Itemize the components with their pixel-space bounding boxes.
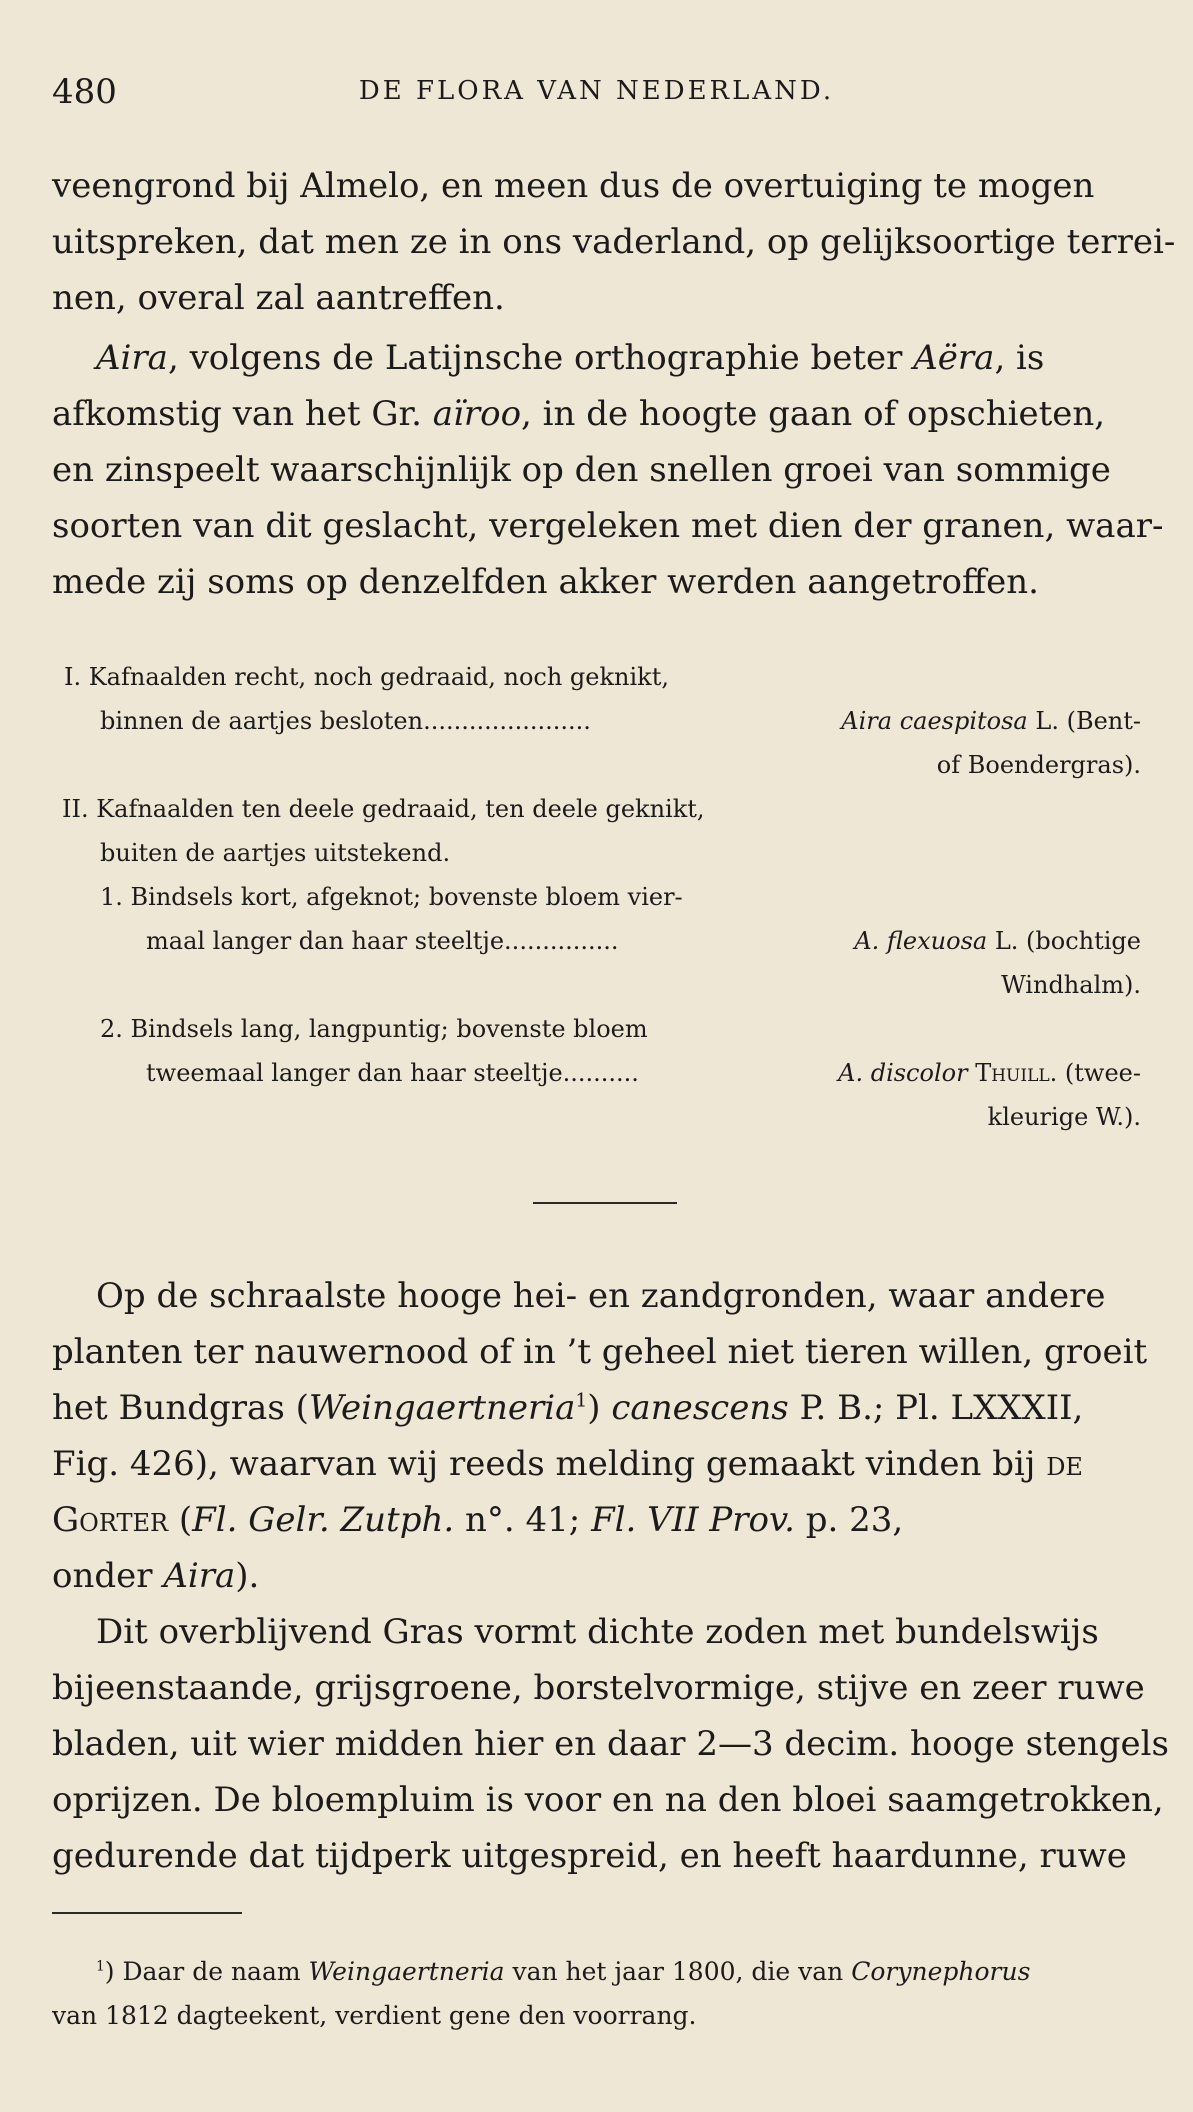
- text-line: gedurende dat tijdperk uitgespreid, en heeft haardunne, ruwe: [52, 1836, 1127, 1876]
- key-line: [52, 1007, 1141, 1051]
- text-line: nen, overal zal aantreffen.: [52, 278, 505, 318]
- author: Thuill.: [975, 1059, 1058, 1087]
- text-line: uitspreken, dat men ze in ons vaderland, op gelijksoortige terrei-: [52, 222, 1176, 262]
- footnote-rule: [52, 1912, 242, 1914]
- species-name: A. discolor: [838, 1059, 968, 1087]
- text-run: het Bundgras (: [52, 1388, 309, 1428]
- author-name: de: [1046, 1444, 1083, 1484]
- genus-name: Weingaertneria: [308, 1957, 505, 1986]
- paragraph-3: [52, 1268, 1148, 1604]
- text-line: [52, 386, 1141, 442]
- footnote-line: [52, 1950, 1141, 1994]
- text-line: Dit overblijvend Gras vormt dichte zoden met bundelswijs: [96, 1612, 1099, 1652]
- text-run: , volgens de Latijnsche orthographie beter: [167, 338, 914, 378]
- common-name: of Boendergras).: [936, 751, 1141, 779]
- text-line: planten ter nauwernood of in ’t geheel niet tieren willen, groeit: [52, 1332, 1148, 1372]
- species-name: canescens: [611, 1388, 789, 1428]
- text-line: en zinspeelt waarschijnlijk op den snellen groei van sommige: [52, 450, 1111, 490]
- reference-title: Fl. Gelr. Zutph.: [192, 1500, 455, 1540]
- key-line: [52, 919, 1141, 963]
- running-title: DE FLORA VAN NEDERLAND.: [358, 76, 835, 106]
- key-line: [52, 831, 1141, 875]
- key-result: [838, 1051, 1141, 1095]
- text-run: , in de hoogte gaan of opschieten,: [521, 394, 1106, 434]
- key-result: [854, 919, 1141, 963]
- text-run: ) Daar de naam: [104, 1957, 309, 1986]
- text-run: Fig. 426), waarvan wij reeds melding gemaakt vinden bij: [52, 1444, 1047, 1484]
- footnote-line: van 1812 dagteekent, verdient gene den voorrang.: [52, 2001, 697, 2030]
- author-name: Gorter: [52, 1500, 169, 1540]
- text-line: soorten van dit geslacht, vergeleken met dien der granen, waar-: [52, 506, 1164, 546]
- key-result: [841, 699, 1141, 743]
- text-run: afkomstig van het Gr.: [52, 394, 433, 434]
- footnote-marker: 1: [575, 1390, 588, 1412]
- paragraph-2: [52, 330, 1164, 610]
- text-run: P. B.; Pl. LXXXII,: [788, 1388, 1084, 1428]
- text-line: bijeenstaande, grijsgroene, borstelvormige, stijve en zeer ruwe: [52, 1668, 1145, 1708]
- paragraph-1: [52, 158, 1176, 326]
- key-line: [52, 699, 1141, 743]
- text-run: p. 23,: [794, 1500, 904, 1540]
- key-text: 1. Bindsels kort, afgeknot; bovenste bloem vier-: [100, 883, 683, 911]
- text-run: ).: [235, 1556, 260, 1596]
- greek-word: aïroo: [432, 394, 522, 434]
- page-number: 480: [52, 72, 117, 112]
- key-text: I. Kafnaalden recht, noch gedraaid, noch geknikt,: [64, 663, 669, 691]
- text-run: onder: [52, 1556, 164, 1596]
- key-text: buiten de aartjes uitstekend.: [100, 839, 451, 867]
- section-divider: [533, 1202, 677, 1204]
- genus-name: Aira: [163, 1556, 236, 1596]
- key-text: tweemaal langer dan haar steeltje..........: [146, 1059, 639, 1087]
- reference-title: Fl. VII Prov.: [591, 1500, 795, 1540]
- key-line: [52, 875, 1141, 919]
- text-line: Op de schraalste hooge hei- en zandgronden, waar andere: [96, 1276, 1106, 1316]
- genus-name: Corynephorus: [851, 1957, 1031, 1986]
- key-text: 2. Bindsels lang, langpuntig; bovenste bloem: [100, 1015, 648, 1043]
- text-run: van het jaar 1800, die van: [504, 1957, 852, 1986]
- common-name: kleurige W.).: [987, 1103, 1141, 1131]
- key-line: [52, 963, 1141, 1007]
- author: (twee-: [1064, 1059, 1141, 1087]
- common-name: Windhalm).: [1001, 971, 1141, 999]
- author: L. (Bent-: [1035, 707, 1141, 735]
- text-line: veengrond bij Almelo, en meen dus de overtuiging te mogen: [52, 166, 1095, 206]
- text-line: [52, 1380, 1141, 1436]
- genus-name: Weingaertneria: [308, 1388, 576, 1428]
- text-line: [52, 1548, 1141, 1604]
- author: L. (bochtige: [994, 927, 1141, 955]
- paragraph-4: [52, 1604, 1169, 1884]
- text-line: [52, 330, 1141, 386]
- text-line: mede zij soms op denzelfden akker werden aangetroffen.: [52, 562, 1039, 602]
- text-run: ): [587, 1388, 612, 1428]
- key-text: II. Kafnaalden ten deele gedraaid, ten deele geknikt,: [62, 795, 705, 823]
- text-line: [52, 1492, 1141, 1548]
- text-line: [52, 1436, 1141, 1492]
- key-line: [52, 787, 1141, 831]
- page-header: [52, 72, 1141, 116]
- text-run: (: [168, 1500, 193, 1540]
- footnote-marker: 1: [96, 1958, 105, 1975]
- text-run: , is: [994, 338, 1045, 378]
- key-line: [52, 743, 1141, 787]
- key-line: [52, 1051, 1141, 1095]
- genus-name: Aëra: [913, 338, 995, 378]
- species-name: Aira caespitosa: [841, 707, 1028, 735]
- text-run: n°. 41;: [454, 1500, 592, 1540]
- footnote: [52, 1950, 1141, 2038]
- key-line: [52, 1095, 1141, 1139]
- key-text: maal langer dan haar steeltje...............: [146, 927, 619, 955]
- text-line: oprijzen. De bloempluim is voor en na den bloei saamgetrokken,: [52, 1780, 1164, 1820]
- key-line: [52, 655, 1141, 699]
- genus-name: Aira: [96, 338, 168, 378]
- species-name: A. flexuosa: [854, 927, 988, 955]
- text-line: bladen, uit wier midden hier en daar 2—3 decim. hooge stengels: [52, 1724, 1169, 1764]
- key-text: binnen de aartjes besloten......................: [100, 707, 591, 735]
- species-key: [52, 655, 1141, 1139]
